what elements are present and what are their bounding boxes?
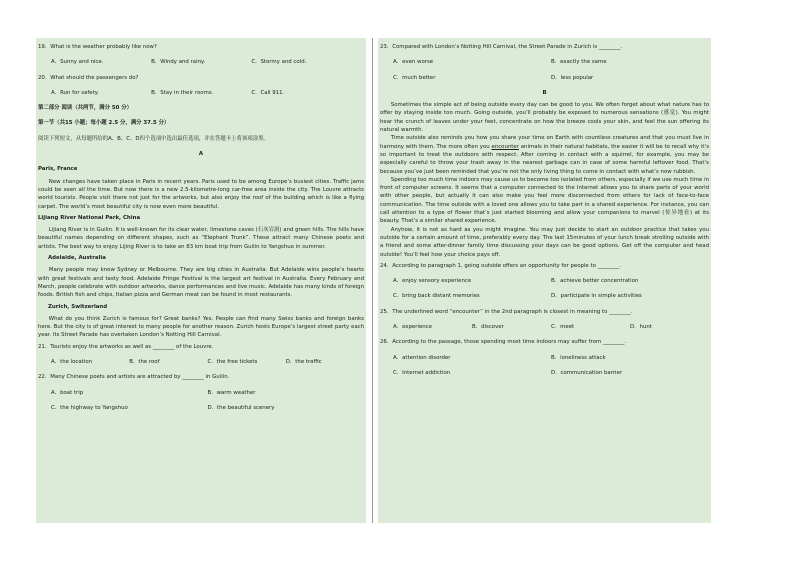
question-23-options-row2 <box>380 71 709 86</box>
option-c[interactable]: C．Stormy and cold. <box>251 59 307 66</box>
section-one-heading: 第一节（共15 小题；每小题 2.5 分，满分 37.5 分） <box>38 120 170 127</box>
question-26-options <box>380 351 709 366</box>
passage-label: B <box>542 89 547 96</box>
option-d[interactable]: D．hunt <box>630 324 652 331</box>
option-b[interactable]: B．loneliness attack <box>551 354 606 361</box>
paragraph-text: animals in their natural habitats, the easier it will be to recall why it’s so important to treat the outdoors with respect. After coming in contact with a squirrel, for example, you may be especially careful to throw your trash away in the nearest garbage can in case of some harmful leftover food. That’s because you’ve just been reminded that you’re not the only living thing to come in contact with what’s now rubbish. <box>380 143 709 175</box>
paragraph: Spending too much time indoors may cause us to become too isolated from others, especially if we use much time in front of computer screens. It seems that a computer connected to the Internet allows you to share parts of your world with other people, but actually it can also make you feel more disconnected from others for lack of face-to-face communication. The time outside with a loved one allows you to take part in a shared experience. For instance, you can call attention to a type of flower that’s just started blooming and allow your companions to marvel (惊异地看) at its beauty. That’s a similar shared experience. <box>380 176 709 225</box>
question-22-options-row2 <box>38 401 364 416</box>
question-19-options <box>38 55 364 70</box>
question-24-options <box>380 274 709 289</box>
option-a[interactable]: A．boat trip <box>51 389 84 396</box>
option-d[interactable]: D．participate in simple activities <box>551 293 642 300</box>
option-c[interactable]: C．the free tickets <box>207 359 258 366</box>
question-25: 25．The underlined word “encounter” in the 2nd paragraph is closest in meaning to ________. <box>380 308 633 315</box>
question-22: 22．Many Chinese poets and artists are attracted by ________ in Guilin. <box>38 374 230 381</box>
column-divider <box>372 38 373 523</box>
option-a[interactable]: A．attention disorder <box>393 354 451 361</box>
paragraph: Lijiang River is in Guilin. It is well-known for its clear water, limestone caves (石灰岩洞) and green hills. The hills have beautiful names depending on different shapes, such as “Elephant Trunk”. These attract many Chinese poets and artists. The best way to enjoy Lijing River is to take an 83 km boat trip from Guilin to Yangshuo in summer. <box>38 227 364 250</box>
question-20: 20．What should the passengers do? <box>38 74 139 81</box>
paragraph: Sometimes the simple act of being outside every day can be good to you. We often forget about what nature has to offer by staying inside too much. Going outside, you’ll probably be exposed to numerous sensations (感觉). You might hear the crunch of leaves under your feet, concentrate on how the breeze cools your skin, and feel the sun offering its natural warmth. <box>380 102 709 134</box>
section-title: Paris, France <box>38 166 78 173</box>
instructions: 阅读下列短文，从每题所给的A、B、C、D四个选项中选出最佳选项，并在答题卡上将该项涂黑。 <box>38 135 269 142</box>
option-c[interactable]: C．Internet addiction <box>393 369 451 376</box>
option-a[interactable]: A．Sunny and nice. <box>51 59 104 66</box>
section-title: Zurich, Switzerland <box>48 303 108 310</box>
paragraph-text: Time outside also reminds you how you share your time on Earth with countless creatures and that you must live in harmony with them. The more often you <box>380 135 709 150</box>
option-a[interactable]: A．the location <box>51 359 93 366</box>
paragraph <box>380 134 709 175</box>
option-d[interactable]: D．the beautiful scenery <box>207 404 275 411</box>
paragraph: New changes have taken place in Paris in recent years. Paris used to be among Europe’s busiest cities. Traffic jams could be seen all the time. But now there is a new 2.5-kilometre-long car-free area inside the city. The Louvre attracts world tourists. People visit there not just for the artworks, but also enjoy the roof of the building which is like a flying carpet. The world’s most beautiful city is now even more beautiful. <box>38 178 364 210</box>
option-d[interactable]: D．communication barrier <box>551 369 623 376</box>
option-a[interactable]: A．Run for safety. <box>51 89 99 96</box>
question-21: 21．Tourists enjoy the artworks as well as ________ of the Louvre. <box>38 343 214 350</box>
option-c[interactable]: C．meet <box>551 324 575 331</box>
option-c[interactable]: C．much better <box>393 74 436 81</box>
question-21-options <box>38 355 364 370</box>
option-b[interactable]: B．Windy and rainy. <box>151 59 206 66</box>
option-b[interactable]: B．achieve better concentration <box>551 278 639 285</box>
question-26: 26．According to the passage, those spending most time indoors may suffer from ________. <box>380 339 627 346</box>
option-c[interactable]: C．the highway to Yangshuo <box>51 404 128 411</box>
question-22-options <box>38 386 364 401</box>
option-b[interactable]: B．Stay in their rooms. <box>151 89 214 96</box>
option-d[interactable]: D．less popular <box>551 74 594 81</box>
option-a[interactable]: A．enjoy sensory experience <box>393 278 472 285</box>
option-c[interactable]: C．bring back distant memories <box>393 293 480 300</box>
option-b[interactable]: B．the roof <box>129 359 160 366</box>
question-23-options <box>380 55 709 70</box>
question-24: 24．According to paragraph 1, going outside offers an opportunity for people to ________. <box>380 262 621 269</box>
option-c[interactable]: C．Call 911. <box>251 89 285 96</box>
part-two-heading: 第二部分 阅读（共两节，满分 50 分） <box>38 105 132 112</box>
option-b[interactable]: B．exactly the same <box>551 59 607 66</box>
option-a[interactable]: A．even worse <box>393 59 434 66</box>
underlined-word: encounter <box>491 143 519 150</box>
question-23: 23．Compared with London’s Notting Hill Carnival, the Street Parade in Zurich is ________. <box>380 44 623 50</box>
left-column <box>36 38 366 523</box>
paragraph: What do you think Zurich is famous for? Great banks? Yes. People can find many Swiss banks and foreign banks here. But the city is of great interest to many people for another reason. Zurich hosts Europe’s largest street party each year. Its Street Parade has overtaken London’s Notting Hill Carnival. <box>38 315 364 339</box>
passage-label: A <box>198 151 204 158</box>
question-25-options <box>380 320 709 335</box>
option-d[interactable]: D．the traffic <box>285 359 322 366</box>
paragraph: Many people may know Sydney or Melbourne. They are big cities in Australia. But Adelaide wins people’s hearts with great festivals and tasty food. Adelaide Fringe Festival is the largest art festival in Australia. Every February and March, people celebrate with outdoor artworks, dance performances and live music. Adelaide has many kinds of foreign foods. British fish and chips, Italian pizza and German meat can be found in most restaurants. <box>38 267 364 299</box>
option-a[interactable]: A．experience <box>393 324 432 331</box>
section-title: Lijiang River National Park, China <box>38 214 141 221</box>
right-column <box>378 38 711 523</box>
option-b[interactable]: B．warm weather <box>207 389 256 396</box>
question-26-options-row2 <box>380 366 709 381</box>
section-title: Adelaide, Australia <box>48 255 106 262</box>
question-19: 19．What is the weather probably like now? <box>38 44 157 50</box>
option-b[interactable]: B．discover <box>472 324 504 331</box>
question-20-options <box>38 86 364 101</box>
question-24-options-row2 <box>380 289 709 304</box>
paragraph: Anyhow, it is not as hard as you might imagine. You may just decide to start an outdoor practice that takes you outside for a certain amount of time, preferably every day. The last 15minutes of your lunch break strolling outside with a friend and some after-dinner family time discussing your days can be good options. Get off the computer and head outside! You’ll feel how your choice pays off. <box>380 226 709 258</box>
